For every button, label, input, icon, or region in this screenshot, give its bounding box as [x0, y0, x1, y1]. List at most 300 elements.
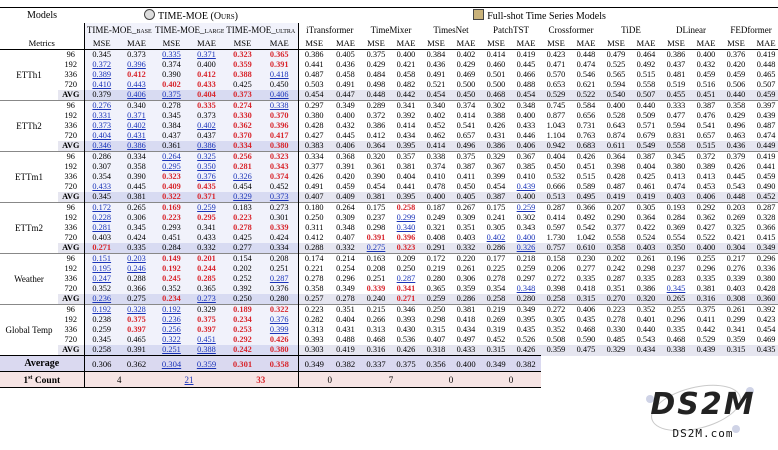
value-cell: [691, 101, 721, 112]
cell-value: 0.277: [576, 264, 596, 273]
cell-value: 0.400: [197, 60, 216, 69]
cell-value: 0.488: [516, 80, 536, 89]
value-cell: [361, 325, 391, 335]
value-cell: [224, 131, 261, 141]
value-cell: [541, 111, 571, 121]
value-cell: [189, 233, 224, 243]
value-cell: [391, 152, 421, 163]
cell-value: 0.546: [576, 70, 596, 79]
cell-value: 0.306: [127, 213, 146, 222]
value-cell: [511, 325, 541, 335]
value-cell: [451, 345, 481, 356]
cell-value: 0.421: [726, 233, 746, 242]
value-cell: [451, 90, 481, 101]
value-cell: [601, 284, 631, 294]
value-cell: [721, 274, 751, 284]
cell-value: 0.406: [576, 305, 596, 314]
value-cell: [261, 315, 298, 325]
cell-value: 0.542: [576, 223, 596, 232]
cell-value: 0.400: [516, 192, 536, 201]
cell-value: 0.241: [486, 213, 506, 222]
value-cell: [481, 131, 511, 141]
cell-value: 0.292: [233, 335, 252, 344]
value-cell: [601, 182, 631, 192]
value-cell: [298, 254, 330, 265]
value-cell: [571, 294, 601, 305]
value-cell: [601, 121, 631, 131]
value-cell: [751, 305, 778, 316]
cell-value: 0.464: [636, 50, 656, 59]
value-cell: [751, 90, 778, 101]
value-cell: [691, 345, 721, 356]
value-cell: [721, 345, 751, 356]
value-cell: [84, 203, 119, 214]
average-value: 0.349: [486, 358, 506, 369]
value-cell: [691, 90, 721, 101]
value-cell: [361, 254, 391, 265]
cell-value: 0.283: [666, 274, 686, 283]
cell-value: 0.657: [696, 131, 716, 140]
value-cell: [571, 182, 601, 192]
cell-value: 0.375: [456, 152, 476, 161]
value-cell: [481, 90, 511, 101]
cell-value: 0.435: [576, 315, 596, 324]
cell-value: 0.287: [546, 203, 566, 212]
cell-value: 0.410: [516, 172, 536, 181]
value-cell: [511, 70, 541, 80]
value-cell: [330, 80, 361, 90]
value-cell: [298, 70, 330, 80]
cell-value: 0.487: [304, 70, 324, 79]
horizon-label: 96: [58, 101, 84, 112]
value-cell: [751, 182, 778, 192]
value-cell: [601, 264, 631, 274]
value-cell: [119, 172, 154, 182]
cell-value: 0.329: [197, 305, 216, 314]
cell-value: 0.335: [576, 274, 596, 283]
value-cell: [691, 111, 721, 121]
cell-value: 0.412: [197, 70, 216, 79]
value-cell: [119, 325, 154, 335]
value-cell: [751, 111, 778, 121]
book-icon: [473, 9, 484, 20]
value-cell: [154, 213, 189, 223]
cell-value: 0.496: [456, 141, 476, 150]
table-row: [0, 141, 778, 152]
value-cell: [751, 315, 778, 325]
cell-value: 0.250: [233, 294, 252, 303]
value-cell: [330, 254, 361, 265]
value-cell: [511, 294, 541, 305]
cell-value: 0.426: [726, 162, 746, 171]
value-cell: [511, 80, 541, 90]
cell-value: 0.208: [269, 254, 289, 263]
cell-value: 0.223: [606, 305, 626, 314]
value-cell: [330, 141, 361, 152]
value-cell: [451, 182, 481, 192]
cell-value: 0.454: [233, 182, 252, 191]
cell-value: 0.424: [269, 233, 289, 242]
value-cell: [481, 203, 511, 214]
cell-value: 0.256: [233, 152, 252, 161]
cell-value: 0.402: [197, 121, 216, 130]
value-cell: [541, 121, 571, 131]
value-cell: [511, 223, 541, 233]
value-cell: [391, 233, 421, 243]
value-cell: [261, 60, 298, 70]
cell-value: 0.426: [304, 172, 324, 181]
cell-value: 0.214: [336, 254, 355, 263]
cell-value: 0.497: [456, 335, 476, 344]
cell-value: 0.250: [426, 305, 446, 314]
mse-header: MSE: [367, 38, 385, 48]
cell-value: 0.409: [336, 192, 355, 201]
value-cell: [661, 325, 691, 335]
cell-value: 0.400: [336, 111, 355, 120]
value-cell: [541, 141, 571, 152]
cell-value: 0.189: [233, 305, 252, 314]
cell-value: 0.410: [92, 80, 112, 89]
cell-value: 0.611: [606, 141, 626, 150]
dataset-label: ETTh1: [0, 50, 58, 101]
count-label-text: 1st Count: [23, 374, 61, 387]
value-cell: [261, 50, 298, 61]
model-header-baseline: FEDformer: [730, 25, 772, 35]
cell-value: 0.364: [606, 152, 626, 161]
cell-value: 0.365: [269, 50, 289, 59]
value-cell: [261, 70, 298, 80]
mae-header: MAE: [756, 38, 776, 48]
cell-value: 0.431: [486, 131, 506, 140]
value-cell: [330, 335, 361, 345]
mse-header: MSE: [487, 38, 505, 48]
value-cell: [631, 203, 661, 214]
cell-value: 0.345: [92, 335, 112, 344]
cell-value: 0.435: [516, 325, 536, 334]
cell-value: 0.500: [486, 80, 506, 89]
cell-value: 0.427: [304, 131, 324, 140]
cell-value: 0.313: [304, 325, 324, 334]
value-cell: [631, 162, 661, 172]
value-cell: [330, 203, 361, 214]
value-cell: [661, 60, 691, 70]
cell-value: 0.258: [486, 294, 506, 303]
cell-value: 0.643: [606, 121, 626, 130]
value-cell: [361, 152, 391, 163]
value-cell: [541, 131, 571, 141]
value-cell: [189, 243, 224, 254]
value-cell: [511, 50, 541, 61]
value-cell: [391, 141, 421, 152]
cell-value: 0.418: [576, 284, 596, 293]
table-row: [0, 182, 778, 192]
value-cell: [451, 111, 481, 121]
value-cell: [601, 254, 631, 265]
cell-value: 0.225: [486, 264, 506, 273]
value-cell: [261, 233, 298, 243]
cell-value: 0.433: [516, 121, 536, 130]
value-cell: [481, 233, 511, 243]
value-cell: [119, 233, 154, 243]
cell-value: 0.286: [456, 294, 476, 303]
value-cell: [330, 60, 361, 70]
cell-value: 0.452: [426, 121, 446, 130]
cell-value: 0.361: [162, 141, 181, 150]
value-cell: [541, 243, 571, 254]
cell-value: 0.435: [197, 182, 216, 191]
value-cell: [601, 192, 631, 203]
value-cell: [691, 60, 721, 70]
value-cell: [330, 70, 361, 80]
value-cell: [451, 254, 481, 265]
value-cell: [691, 305, 721, 316]
cell-value: 0.380: [756, 274, 776, 283]
cell-value: 0.403: [456, 233, 476, 242]
cell-value: 0.389: [92, 70, 112, 79]
value-cell: [601, 325, 631, 335]
cell-value: 0.419: [636, 192, 656, 201]
value-cell: [631, 70, 661, 80]
cell-value: 0.419: [516, 50, 536, 59]
value-cell: [601, 50, 631, 61]
value-cell: [189, 182, 224, 192]
cell-value: 0.440: [726, 90, 746, 99]
count-cell: [298, 372, 361, 388]
value-cell: [330, 152, 361, 163]
average-value: 0.359: [196, 358, 217, 369]
cell-value: 0.374: [456, 101, 476, 110]
horizon-label: 192: [64, 111, 77, 120]
value-cell: [721, 243, 751, 254]
cell-value: 0.942: [546, 141, 566, 150]
cell-value: 0.419: [756, 152, 776, 161]
cell-value: 0.278: [304, 274, 324, 283]
cell-value: 0.390: [366, 172, 386, 181]
dataset-label: ETTm1: [0, 152, 58, 203]
cell-value: 0.350: [666, 243, 686, 252]
cell-value: 0.340: [396, 223, 416, 232]
value-cell: [84, 315, 119, 325]
cell-value: 0.322: [162, 335, 181, 344]
cell-value: 0.656: [576, 111, 596, 120]
value-cell: [541, 101, 571, 112]
count-value: 33: [256, 374, 266, 385]
cell-value: 0.379: [92, 90, 112, 99]
value-cell: [631, 101, 661, 112]
value-cell: [511, 335, 541, 345]
cell-value: 0.400: [516, 111, 536, 120]
value-cell: [661, 284, 691, 294]
value-cell: [571, 101, 601, 112]
value-cell: [298, 325, 330, 335]
cell-value: 0.249: [426, 213, 446, 222]
cell-value: 0.476: [696, 111, 716, 120]
cell-value: 0.549: [636, 141, 656, 150]
cell-value: 0.448: [726, 192, 746, 201]
value-cell: [601, 111, 631, 121]
value-cell: [189, 264, 224, 274]
value-cell: [261, 264, 298, 274]
cell-value: 0.386: [197, 141, 216, 150]
value-cell: [421, 50, 451, 61]
cell-value: 0.287: [269, 274, 289, 283]
cell-value: 0.392: [396, 111, 416, 120]
value-cell: [691, 152, 721, 163]
value-cell: [661, 70, 691, 80]
value-cell: [541, 233, 571, 243]
cell-value: 0.442: [396, 90, 416, 99]
value-cell: [361, 101, 391, 112]
cell-value: 0.506: [726, 80, 746, 89]
cell-value: 0.322: [269, 305, 289, 314]
cell-value: 0.449: [756, 141, 776, 150]
cell-value: 0.345: [92, 50, 112, 59]
cell-value: 0.217: [726, 254, 746, 263]
cell-value: 0.374: [162, 60, 181, 69]
value-cell: [361, 172, 391, 182]
value-cell: [330, 111, 361, 121]
cell-value: 0.462: [426, 131, 446, 140]
value-cell: [84, 182, 119, 192]
value-cell: [189, 70, 224, 80]
cell-value: 0.258: [546, 294, 566, 303]
value-cell: [451, 101, 481, 112]
value-cell: [571, 274, 601, 284]
value-cell: [511, 213, 541, 223]
horizon-label: AVG: [58, 90, 84, 101]
cell-value: 0.445: [127, 182, 146, 191]
cell-value: 0.454: [756, 325, 776, 334]
cell-value: 0.384: [426, 50, 446, 59]
value-cell: [751, 335, 778, 345]
mae-header: MAE: [516, 38, 536, 48]
cell-value: 0.343: [269, 162, 289, 171]
value-cell: [154, 264, 189, 274]
watermark-logo: DS2M: [650, 387, 756, 422]
value-cell: [391, 274, 421, 284]
ours-group-header: TIME-MOE (Ours): [84, 8, 298, 24]
value-cell: [661, 111, 691, 121]
value-cell: [391, 162, 421, 172]
cell-value: 0.452: [756, 192, 776, 201]
cell-value: 0.417: [269, 131, 289, 140]
value-cell: [261, 294, 298, 305]
value-cell: [84, 60, 119, 70]
cell-value: 0.280: [426, 274, 446, 283]
cell-value: 0.406: [336, 141, 355, 150]
cell-value: 0.763: [576, 131, 596, 140]
model-header-baseline: TimesNet: [433, 25, 469, 35]
value-cell: [661, 172, 691, 182]
cell-value: 0.244: [197, 264, 216, 273]
value-cell: [481, 60, 511, 70]
value-cell: [361, 223, 391, 233]
cell-value: 0.558: [606, 233, 626, 242]
cell-value: 0.328: [756, 213, 776, 222]
cell-value: 0.441: [304, 60, 324, 69]
horizon-label: 96: [66, 50, 75, 59]
value-cell: [391, 111, 421, 121]
value-cell: [541, 80, 571, 90]
value-cell: [261, 254, 298, 265]
value-cell: [631, 254, 661, 265]
value-cell: [541, 254, 571, 265]
average-cell: [330, 356, 361, 372]
value-cell: [631, 274, 661, 284]
cell-value: 0.515: [636, 70, 656, 79]
cell-value: 0.305: [486, 223, 506, 232]
table-row: [0, 192, 778, 203]
cell-value: 0.288: [304, 243, 324, 252]
cell-value: 0.319: [486, 325, 506, 334]
horizon-label: 192: [64, 315, 77, 324]
cell-value: 0.610: [576, 243, 596, 252]
value-cell: [224, 50, 261, 61]
cell-value: 0.332: [197, 243, 216, 252]
value-cell: [154, 141, 189, 152]
cell-value: 0.175: [486, 203, 506, 212]
cell-value: 0.359: [233, 60, 252, 69]
value-cell: [661, 50, 691, 61]
value-cell: [721, 223, 751, 233]
cell-value: 0.403: [636, 243, 656, 252]
cell-value: 0.258: [92, 345, 112, 354]
value-cell: [224, 305, 261, 316]
cell-value: 0.349: [336, 101, 355, 110]
value-cell: [261, 162, 298, 172]
value-cell: [84, 243, 119, 254]
cell-value: 0.278: [486, 274, 506, 283]
value-cell: [541, 284, 571, 294]
value-cell: [721, 111, 751, 121]
cell-value: 0.426: [396, 345, 416, 354]
cell-value: 0.529: [546, 90, 566, 99]
value-cell: [224, 162, 261, 172]
value-cell: [298, 315, 330, 325]
value-cell: [541, 274, 571, 284]
value-cell: [391, 284, 421, 294]
value-cell: [298, 203, 330, 214]
mse-header: MSE: [154, 37, 189, 50]
cell-value: 0.402: [426, 111, 446, 120]
mse-header: MSE: [727, 38, 745, 48]
cell-value: 0.334: [233, 141, 252, 150]
cell-value: 0.299: [726, 315, 746, 324]
value-cell: [631, 80, 661, 90]
cell-value: 0.295: [197, 213, 216, 222]
value-cell: [721, 172, 751, 182]
value-cell: [601, 162, 631, 172]
value-cell: [751, 345, 778, 356]
cell-value: 0.265: [127, 203, 146, 212]
value-cell: [571, 223, 601, 233]
value-cell: [189, 315, 224, 325]
value-cell: [421, 335, 451, 345]
value-cell: [451, 243, 481, 254]
cell-value: 0.389: [696, 162, 716, 171]
value-cell: [511, 192, 541, 203]
cell-value: 0.379: [726, 152, 746, 161]
value-cell: [691, 70, 721, 80]
cell-value: 0.460: [486, 60, 506, 69]
value-cell: [119, 101, 154, 112]
cell-value: 0.439: [756, 111, 776, 120]
cell-value: 0.267: [456, 203, 476, 212]
cell-value: 0.388: [197, 345, 216, 354]
value-cell: [421, 60, 451, 70]
cell-value: 0.376: [269, 315, 289, 324]
cell-value: 0.187: [426, 203, 446, 212]
